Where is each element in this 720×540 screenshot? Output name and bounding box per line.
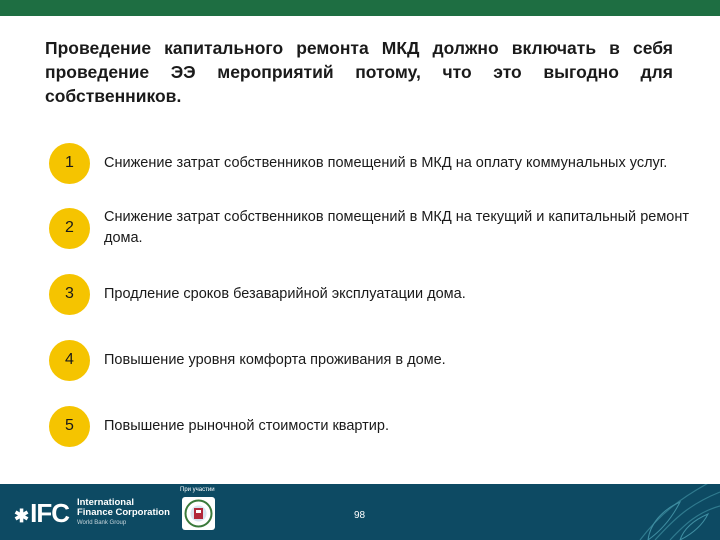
footer-bar bbox=[0, 484, 720, 540]
item-text: Продление сроков безаварийной эксплуатации дома. bbox=[104, 285, 466, 302]
item-number-badge: 2 bbox=[49, 208, 90, 249]
ifc-star-icon: ✱ bbox=[14, 505, 29, 526]
item-number-badge: 1 bbox=[49, 143, 90, 184]
partner-seal-icon bbox=[182, 497, 215, 530]
ifc-name-line1: International bbox=[76, 497, 134, 508]
item-text: Снижение затрат собственников помещений в МКД на оплату коммунальных услуг. bbox=[104, 154, 668, 171]
item-number-badge: 5 bbox=[49, 406, 90, 447]
list-item bbox=[49, 339, 689, 381]
item-number-badge: 4 bbox=[49, 340, 90, 381]
item-text: Повышение уровня комфорта проживания в доме. bbox=[104, 351, 446, 368]
partner-label: При участии bbox=[180, 487, 215, 493]
ifc-logo bbox=[14, 498, 170, 528]
item-text: Снижение затрат собственников помещений в МКД на текущий и капитальный ремонт дома. bbox=[104, 209, 689, 246]
item-text: Повышение рыночной стоимости квартир. bbox=[104, 417, 389, 434]
page-number: 98 bbox=[354, 510, 366, 521]
list-item bbox=[49, 142, 689, 184]
leaf-decoration-icon bbox=[620, 484, 720, 540]
ifc-mark bbox=[14, 498, 69, 529]
slide-title: Проведение капитального ремонта МКД должно включать в себя проведение ЭЭ мероприятий потому, что это выгодно для собственников. bbox=[45, 38, 673, 106]
list-item bbox=[49, 273, 689, 315]
item-number-badge: 3 bbox=[49, 274, 90, 315]
ifc-mark-text: IFC bbox=[30, 497, 69, 528]
list-item bbox=[49, 207, 689, 249]
ifc-name-sub: World Bank Group bbox=[76, 520, 127, 526]
top-accent-bar bbox=[0, 0, 720, 16]
ifc-name-line2: Finance Corporation bbox=[76, 507, 170, 518]
list-item bbox=[49, 405, 689, 447]
ifc-name bbox=[77, 498, 170, 528]
